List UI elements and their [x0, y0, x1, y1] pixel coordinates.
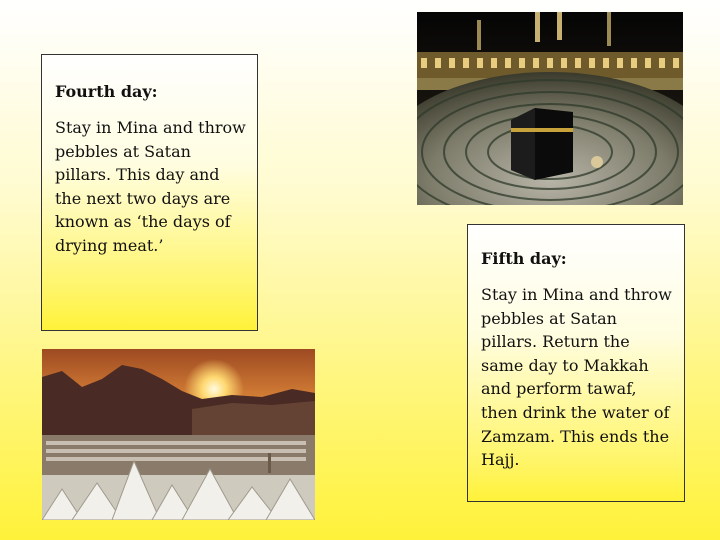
fourth-day-box — [41, 54, 258, 331]
fifth-day-title: Fifth day: — [481, 249, 567, 268]
fourth-day-text: Stay in Mina and throw pebbles at Satan pillars. This day and the next two days are known as ‘the days of drying meat.’ — [55, 118, 246, 255]
fifth-day-box — [467, 224, 685, 502]
mina-sunset-photo — [42, 349, 315, 520]
fourth-day-title: Fourth day: — [55, 82, 158, 101]
fifth-day-text: Stay in Mina and throw pebbles at Satan pillars. Return the same day to Makkah and perform tawaf, then drink the water of Zamzam. This ends the Hajj. — [481, 285, 672, 470]
kaaba-photo — [417, 12, 683, 205]
